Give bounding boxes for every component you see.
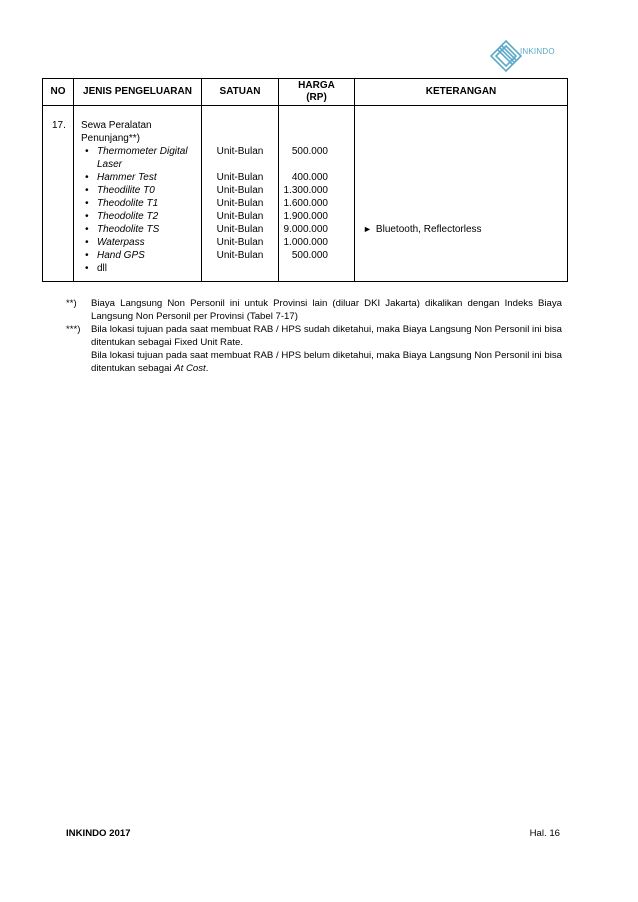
inkindo-logo <box>488 38 568 74</box>
footnote-text: Bila lokasi tujuan pada saat membuat RAB / HPS sudah diketahui, maka Biaya Langsung Non Personil ini bisa ditentukan sebagai Fixed Unit Rate. <box>91 324 562 348</box>
list-item: • Waterpass <box>81 236 197 249</box>
harga-cell <box>279 106 355 282</box>
harga-value: 400.000 <box>291 172 328 183</box>
list-item: • dll <box>81 262 197 275</box>
row-title-line1: Sewa Peralatan <box>81 120 152 131</box>
footnote-mark: **) <box>66 298 77 309</box>
header-jenis: JENIS PENGELUARAN <box>74 79 202 106</box>
header-keterangan: KETERANGAN <box>355 79 568 106</box>
footnote <box>66 323 562 375</box>
inkindo-logo-mark-icon <box>488 38 524 74</box>
footnote-text-part: Bila lokasi tujuan pada saat membuat RAB / HPS belum diketahui, maka Biaya Langsung Non Personil ini bisa ditentukan sebagai <box>91 350 562 374</box>
footnote-text: Biaya Langsung Non Personil ini untuk Provinsi lain (diluar DKI Jakarta) dikalikan dengan Indeks Biaya Langsung Non Personil per Provinsi (Tabel 7-17) <box>91 298 562 322</box>
list-item: • Theodolite T2 <box>81 210 197 223</box>
footnote-mark: ***) <box>66 324 81 335</box>
list-item: • Thermometer Digital <box>81 145 197 158</box>
keterangan-cell <box>355 106 568 282</box>
satuan-value: Unit-Bulan <box>216 198 264 209</box>
footnotes <box>66 297 562 375</box>
header-satuan: SATUAN <box>202 79 279 106</box>
harga-value: 500.000 <box>291 146 328 157</box>
triangle-pointer-icon: ► <box>363 224 372 234</box>
harga-value: 1.900.000 <box>283 211 328 222</box>
harga-value: 1.600.000 <box>283 198 328 209</box>
list-item: • Theodilite T0 <box>81 184 197 197</box>
footer-left: INKINDO 2017 <box>66 828 131 839</box>
harga-value: 1.000.000 <box>283 237 328 248</box>
row-number-text: 17. <box>52 120 66 131</box>
satuan-value: Unit-Bulan <box>216 172 264 183</box>
table-header-row <box>43 79 568 106</box>
harga-value: 9.000.000 <box>283 224 328 235</box>
header-harga-line2: (RP) <box>306 92 327 103</box>
header-no: NO <box>43 79 74 106</box>
cost-table <box>42 78 568 282</box>
keterangan-value <box>363 223 567 236</box>
list-item-continuation: Laser <box>97 159 123 170</box>
list-item: • Theodolite T1 <box>81 197 197 210</box>
satuan-value: Unit-Bulan <box>216 250 264 261</box>
satuan-value: Unit-Bulan <box>216 237 264 248</box>
satuan-value: Unit-Bulan <box>216 146 264 157</box>
keterangan-text: Bluetooth, Reflectorless <box>375 224 482 235</box>
harga-value: 500.000 <box>291 250 328 261</box>
header-harga <box>279 79 355 106</box>
satuan-value: Unit-Bulan <box>216 224 264 235</box>
row-number <box>43 106 74 282</box>
satuan-value: Unit-Bulan <box>216 185 264 196</box>
harga-value: 1.300.000 <box>283 185 328 196</box>
header-harga-line1: HARGA <box>298 80 335 91</box>
table-row <box>43 106 568 282</box>
logo-text: INKINDO <box>520 47 555 56</box>
page-number: Hal. 16 <box>529 828 560 839</box>
footnote-text <box>91 349 562 375</box>
list-item: • Theodolite TS <box>81 223 197 236</box>
list-item: • Hand GPS <box>81 249 197 262</box>
footnote-period: . <box>205 363 209 374</box>
jenis-cell <box>74 106 202 282</box>
footnote-italic: At Cost <box>174 363 206 374</box>
satuan-value: Unit-Bulan <box>216 211 264 222</box>
footnote <box>66 297 562 323</box>
list-item: • Hammer Test <box>81 171 197 184</box>
row-title-line2: Penunjang**) <box>81 133 140 144</box>
satuan-cell <box>202 106 279 282</box>
